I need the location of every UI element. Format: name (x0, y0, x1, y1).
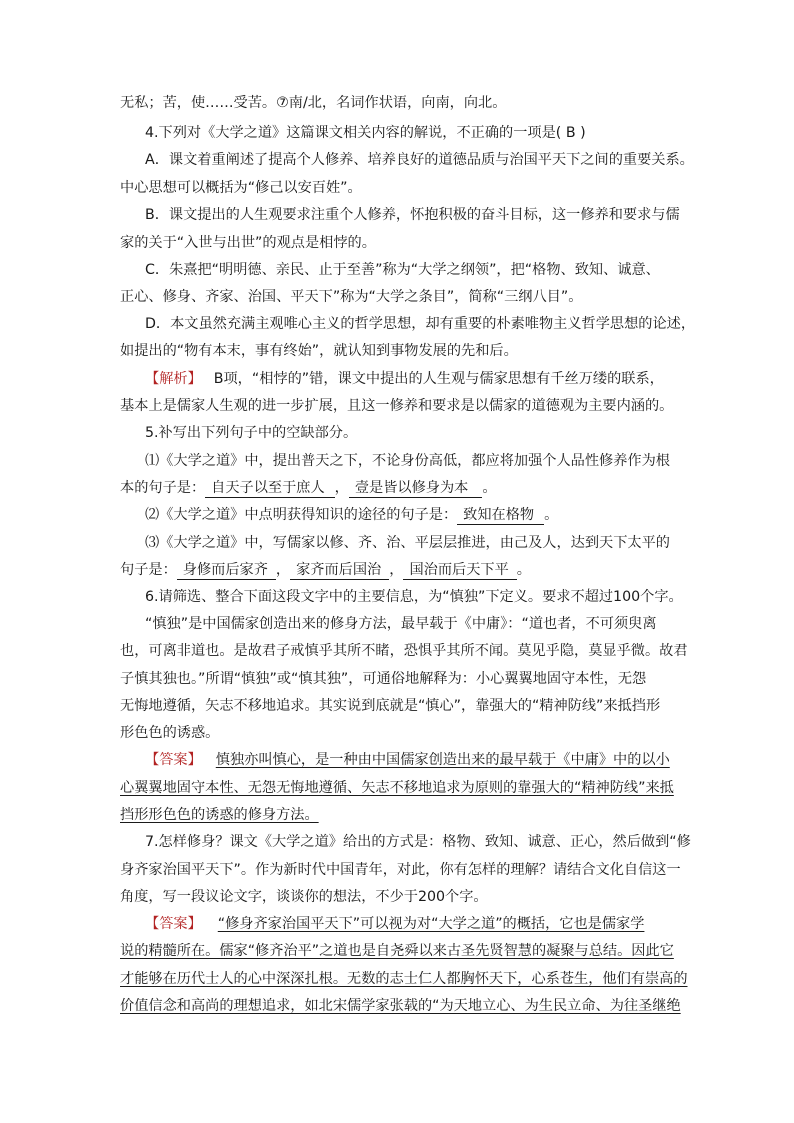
q5-s2-end: 。 (544, 507, 559, 523)
q3-tail-line: 无私；苦，使……受苦。⑦南/北，名词作状语，向南，向北。 (120, 95, 507, 111)
q6-passage-line1: “慎独”是中国儒家创造出来的修身方法，最早载于《中庸》：“道也者，不可须臾离 (145, 616, 657, 632)
q5-s2-answer: 致知在格物 (457, 507, 544, 525)
q5-s3-sep1: ， (275, 562, 291, 578)
q7-answer-line2: 说的精髓所在。儒家“修齐治平”之道也是自尧舜以来古圣先贤智慧的凝聚与总结。因此它 (120, 943, 674, 959)
q5-s1-line2 (120, 476, 497, 500)
q5-s3-end: 。 (516, 562, 531, 578)
q5-s3-line1: ⑶《大学之道》中，写儒家以修、齐、治、平层层推进，由己及人，达到天下太平的 (145, 535, 670, 551)
q4-option-a-line2: 中心思想可以概括为“修己以安百姓”。 (120, 180, 362, 196)
q5-s2-prefix: ⑵《大学之道》中点明获得知识的途径的句子是： (145, 507, 458, 523)
q6-answer-line3: 挡形形色色的诱惑的修身方法。 (120, 807, 319, 823)
q7-answer-line1 (145, 912, 644, 936)
q7-stem-line1: 7.怎样修身？课文《大学之道》给出的方式是：格物、致知、诚意、正心，然后做到“修 (145, 834, 691, 850)
q5-s3-line2 (120, 558, 531, 582)
q5-s1-line1: ⑴《大学之道》中，提出普天之下，不论身份高低，都应将加强个人品性修养作为根 (145, 453, 670, 469)
q6-passage-line4: 无悔地遵循，矢志不移地追求。其实说到底就是“慎心”，靠强大的“精神防线”来抵挡形 (120, 698, 661, 714)
q5-s1-prefix: 本的句子是： (120, 480, 206, 496)
q7-stem-line3: 角度，写一段议论文字，谈谈你的想法，不少于200个字。 (120, 889, 488, 905)
q4-option-c-line1: C．朱熹把“明明德、亲民、止于至善”称为“大学之纲领”，把“格物、致知、诚意、 (145, 262, 660, 278)
q6-answer-text-1: 慎独亦叫慎心，是一种由中国儒家创造出来的最早载于《中庸》中的以小 (215, 752, 670, 768)
answer-label: 【答案】 (145, 752, 202, 768)
q4-option-c-line2: 正心、修身、齐家、治国、平天下”称为“大学之条目”，简称“三纲八目”。 (120, 289, 583, 305)
q7-answer-text-1: “修身齐家治国平天下”可以视为对“大学之道”的概括，它也是儒家学 (217, 916, 645, 932)
q7-answer-line4: 价值信念和高尚的理想追求，如北宋儒学家张载的“为天地立心、为生民立命、为往圣继绝 (120, 998, 681, 1014)
q4-analysis-line2: 基本上是儒家人生观的进一步扩展，且这一修养和要求是以儒家的道德观为主要内涵的。 (120, 398, 674, 414)
q4-option-d-line1: D．本文虽然充满主观唯心主义的哲学思想，却有重要的朴素唯物主义哲学思想的论述， (145, 316, 696, 332)
q4-option-b-line1: B．课文提出的人生观要求注重个人修养，怀抱积极的奋斗目标，这一修养和要求与儒 (145, 207, 680, 223)
q6-answer-line2: 心翼翼地固守本性、无怨无悔地遵循、矢志不移地追求为原则的靠强大的“精神防线”来抵 (120, 780, 674, 796)
q4-option-d-line2: 如提出的“物有本末，事有终始”，就认知到事物发展的先和后。 (120, 343, 518, 359)
q5-s1-answer2: 壹是皆以修身为本 (349, 480, 483, 498)
analysis-label: 【解析】 (145, 371, 202, 387)
q7-stem-line2: 身齐家治国平天下”。作为新时代中国青年，对此，你有怎样的理解？请结合文化自信这一 (120, 862, 681, 878)
answer-label: 【答案】 (145, 916, 202, 932)
q6-answer-line1 (145, 748, 670, 772)
q5-s2-line (145, 503, 558, 527)
q6-passage-line3: 子慎其独也。”所谓“慎独”或“慎其独”，可通俗地解释为：小心翼翼地固守本性，无怨 (120, 671, 647, 687)
q5-stem: 5.补写出下列句子中的空缺部分。 (145, 425, 358, 441)
q5-s3-answer2: 家齐而后国治 (290, 562, 389, 580)
q5-s3-answer3: 国治而后天下平 (403, 562, 516, 580)
q6-stem: 6.请筛选、整合下面这段文字中的主要信息，为“慎独”下定义。要求不超过100个字。 (145, 589, 683, 605)
analysis-text-1: B项，“相悖的”错，课文中提出的人生观与儒家思想有千丝万缕的联系， (213, 371, 664, 387)
q4-stem: 4.下列对《大学之道》这篇课文相关内容的解说，不正确的一项是( B ) (145, 125, 586, 141)
q6-passage-line5: 形色色的诱惑。 (120, 725, 220, 741)
q5-s1-end: 。 (482, 480, 497, 496)
q6-passage-line2: 也，可离非道也。是故君子戒慎乎其所不睹，恐惧乎其所不闻。莫见乎隐，莫显乎微。故君 (120, 643, 688, 659)
q4-analysis-line1 (145, 367, 664, 391)
q4-option-a-line1: A．课文着重阐述了提高个人修养、培养良好的道德品质与治国平天下之间的重要关系。 (145, 152, 694, 168)
q5-s1-sep: ， (334, 480, 349, 496)
q5-s1-answer1: 自天子以至于庶人 (205, 480, 335, 498)
q7-answer-line3: 才能够在历代士人的心中深深扎根。无数的志士仁人都胸怀天下，心系苍生，他们有崇高的 (120, 971, 688, 987)
q4-option-b-line2: 家的关于“入世与出世”的观点是相悖的。 (120, 235, 376, 251)
q5-s3-sep2: ， (389, 562, 404, 578)
q5-s3-prefix: 句子是： (120, 562, 177, 578)
q5-s3-answer1: 身修而后家齐 (177, 562, 276, 580)
